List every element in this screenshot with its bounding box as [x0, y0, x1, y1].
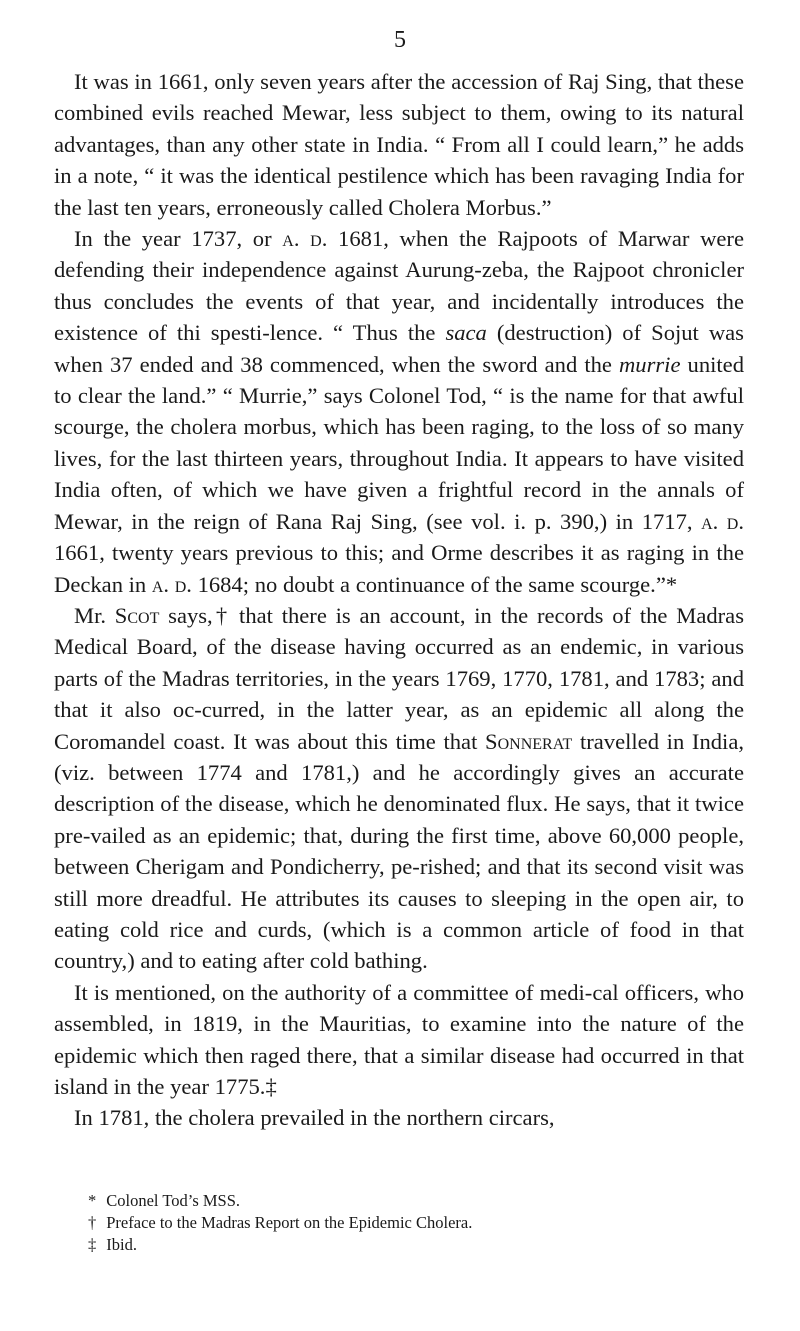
text-segment: 1661, twenty years previous to this; and Orme describes it as raging in the Deckan in — [54, 540, 744, 597]
paragraph — [54, 600, 744, 977]
text-segment: (destruction) of Sojut was when 37 ended and 38 commenced, when the sword and the — [54, 320, 744, 377]
footnote-mark: ‡ — [88, 1235, 97, 1254]
footnote-text: Preface to the Madras Report on the Epidemic Cholera. — [106, 1213, 473, 1232]
paragraph — [54, 1102, 744, 1133]
text-segment: united to clear the land.” “ Murrie,” says Colonel Tod, “ is the name for that awful scourge, the cholera morbus, which has been raging, to the loss of so many lives, for the last thirteen years, throughout India. It appears to have visited India often, of which we have given a frightful record in the annals of Mewar, in the reign of Rana Raj Sing, (see vol. i. p. 390,) in 1717, — [54, 351, 745, 534]
footnote — [88, 1190, 738, 1212]
text-segment: In the year 1737, or — [74, 226, 283, 252]
paragraph — [54, 223, 744, 600]
page-number: 5 — [394, 27, 406, 53]
text-segment: murrie — [618, 351, 681, 377]
text-segment: Scot — [114, 602, 160, 628]
text-segment: a. d. — [701, 508, 745, 534]
text-segment: Mr. — [74, 602, 115, 628]
footnote-mark: * — [88, 1191, 97, 1210]
body-text — [54, 66, 744, 1134]
text-segment: saca — [445, 320, 487, 346]
footnote-text: Ibid. — [106, 1235, 137, 1254]
text-segment: It was in 1661, only seven years after the accession of Raj Sing, that these combined evils reached Mewar, less subject to them, owing to its natural advantages, than any other state in India. “ From all I could learn,” he adds in a note, “ it was the identical pestilence which has been ravaging India for the last ten years, erroneously called Cholera Morbus.” — [54, 69, 744, 220]
text-segment: It is mentioned, on the authority of a committee of medi-cal officers, who assembled, in 1819, in the Mauritias, to examine into the nature of the epidemic which then raged there, that a similar disease had occurred in that island in the year 1775.‡ — [54, 979, 744, 1099]
text-segment: 1681, when the Rajpoots of Marwar were defending their independence against Aurung-zeba, the Rajpoot chronicler thus concludes the events of that year, and incidentally introduces the existence of thi spesti-lence. “ Thus the — [54, 226, 744, 346]
text-segment: says,† that there is an account, in the records of the Madras Medical Board, of the disease having occurred as an endemic, in various parts of the Madras territories, in the years 1769, 1770, 1781, and 1783; and that it also oc-curred, in the latter year, as an epidemic all along the Coromandel coast. It was about this time that — [54, 602, 744, 754]
footnote — [88, 1212, 738, 1234]
footnote-mark: † — [88, 1213, 97, 1232]
text-segment: Sonnerat — [485, 728, 573, 754]
text-segment: a. d. — [151, 571, 192, 597]
paragraph — [54, 66, 744, 223]
text-segment: a. d. — [282, 226, 328, 252]
text-segment: In 1781, the cholera prevailed in the northern circars, — [74, 1105, 555, 1131]
footnote — [88, 1234, 738, 1256]
footnotes — [88, 1190, 738, 1256]
paragraph — [54, 977, 744, 1103]
footnote-text: Colonel Tod’s MSS. — [106, 1191, 241, 1210]
text-segment: 1684; no doubt a continuance of the same scourge.”* — [191, 571, 678, 597]
text-segment: travelled in India, (viz. between 1774 and 1781,) and he accordingly gives an accurate description of the disease, which he denominated flux. He says, that it twice pre-vailed as an epidemic; that, during the first time, above 60,000 people, between Cherigam and Pondicherry, pe-rished; and that its second visit was still more dreadful. He attributes its causes to sleeping in the open air, to eating cold rice and curds, (which is a common article of food in that country,) and to eating after cold bathing. — [54, 728, 745, 974]
